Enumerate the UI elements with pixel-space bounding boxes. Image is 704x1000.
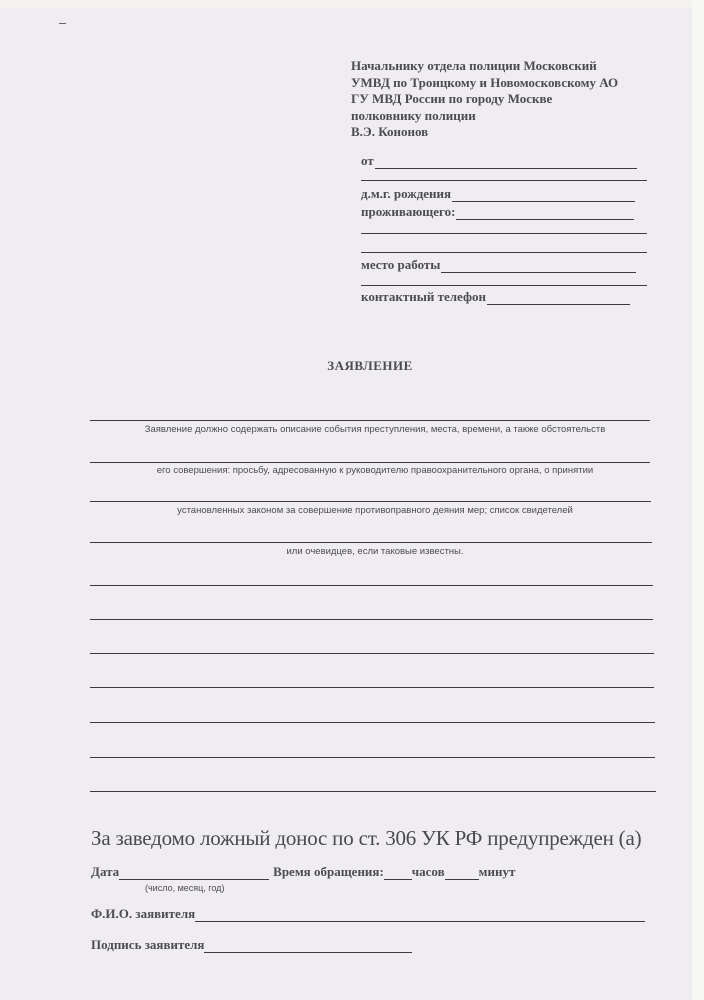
addressee-line: УМВД по Троицкому и Новомосковскому АО — [351, 74, 619, 90]
statement-line-11[interactable] — [90, 791, 656, 792]
statement-line-5[interactable] — [90, 585, 653, 586]
phone-label: контактный телефон — [361, 289, 486, 304]
addressee-block — [351, 58, 618, 141]
statement-line-2[interactable] — [90, 462, 650, 463]
statement-line-1[interactable] — [90, 420, 650, 421]
residence-field — [361, 204, 634, 220]
residence-input[interactable] — [456, 207, 634, 220]
statement-line-6[interactable] — [90, 619, 653, 620]
date-format-hint: (число, месяц, год) — [145, 883, 225, 893]
minutes-label: минут — [478, 864, 516, 879]
workplace-input[interactable] — [441, 260, 636, 273]
signature-label: Подпись заявителя — [91, 937, 205, 952]
date-time-row — [91, 864, 515, 880]
statement-line-3[interactable] — [90, 501, 651, 502]
fio-row — [91, 906, 645, 922]
addressee-line: ГУ МВД России по городу Москве — [351, 91, 553, 106]
addressee-line: полковнику полиции — [351, 107, 476, 123]
hours-input[interactable] — [384, 867, 412, 880]
false-report-warning: За заведомо ложный донос по ст. 306 УК РФ предупрежден (а) — [91, 826, 642, 850]
statement-line-10[interactable] — [90, 757, 655, 758]
birth-date-field — [361, 186, 635, 202]
workplace-label: место работы — [361, 257, 441, 272]
from-input[interactable] — [375, 156, 637, 169]
phone-field — [361, 289, 630, 305]
hours-label: часов — [411, 864, 445, 879]
fio-label: Ф.И.О. заявителя — [91, 906, 196, 921]
date-input[interactable] — [119, 867, 269, 880]
statement-hint-4: или очевидцев, если таковые известны. — [286, 546, 464, 557]
signature-row — [91, 937, 412, 953]
statement-line-9[interactable] — [90, 722, 655, 723]
birth-date-label: д.м.г. рождения — [361, 186, 452, 201]
workplace-input-line-2[interactable] — [361, 285, 647, 286]
addressee-line: В.Э. Кононов — [351, 124, 429, 139]
workplace-field — [361, 257, 636, 273]
addressee-line: Начальнику отдела полиции Московский — [351, 58, 597, 73]
from-label: от — [361, 153, 374, 168]
phone-input[interactable] — [487, 292, 630, 305]
statement-title: ЗАЯВЛЕНИЕ — [327, 358, 413, 373]
residence-label: проживающего: — [361, 204, 456, 219]
residence-input-line-2[interactable] — [361, 233, 647, 234]
page-edge — [692, 0, 704, 1000]
statement-hint-1: Заявление должно содержать описание события преступления, места, времени, а также обстоятельств — [144, 424, 606, 435]
fio-input[interactable] — [195, 909, 645, 922]
from-input-line-2[interactable] — [361, 180, 647, 181]
date-label: Дата — [91, 864, 120, 879]
statement-line-4[interactable] — [90, 542, 652, 543]
residence-input-line-3[interactable] — [361, 252, 647, 253]
statement-hint-3: установленных законом за совершение противоправного деяния мер; список свидетелей — [177, 505, 573, 516]
statement-line-8[interactable] — [90, 687, 654, 688]
statement-hint-2: его совершения: просьбу, адресованную к руководителю правоохранительного органа, о принятии — [156, 465, 594, 476]
birth-date-input[interactable] — [452, 189, 635, 202]
scan-mark — [59, 23, 66, 24]
from-field — [361, 153, 637, 169]
time-label: Время обращения: — [273, 864, 384, 879]
minutes-input[interactable] — [445, 867, 479, 880]
signature-input[interactable] — [204, 940, 412, 953]
statement-line-7[interactable] — [90, 653, 654, 654]
